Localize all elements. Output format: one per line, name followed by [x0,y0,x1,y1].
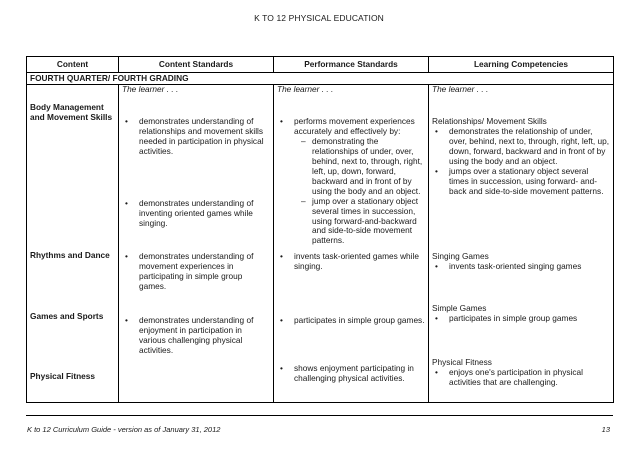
performance-sub-item: – demonstrating the relationships of under, over, behind, next to, through, right, left, up, down, forward, backward and in front of by using the body and an object. [312,137,425,197]
standard-item: • demonstrates understanding of relationships and movement skills needed in participation in physical activities. [139,117,270,157]
table-row [27,99,614,246]
content-fitness: Physical Fitness [27,356,119,403]
competency-item: • jumps over a stationary object several times in succession, using forward- and-back and side-to-side movement patterns. [449,167,610,197]
learner-label: The learner . . . [274,85,429,100]
content-body-management: Body Management and Movement Skills [27,99,119,246]
standard-item: • demonstrates understanding of inventing oriented games while singing. [139,199,270,229]
quarter-label: FOURTH QUARTER/ FOURTH GRADING [27,73,614,85]
column-header: Content [27,57,119,73]
table-row [27,356,614,403]
column-header: Content Standards [119,57,274,73]
competency-heading: Simple Games [432,303,487,314]
table-header-row [27,57,614,73]
table-row [27,298,614,356]
competency-item: • invents task-oriented singing games [449,262,610,272]
competency-item: • participates in simple group games [449,314,610,324]
footer-divider [26,415,613,416]
performance-item: • participates in simple group games. [294,316,425,326]
column-header: Learning Competencies [429,57,614,73]
competency-item: • enjoys one's participation in physical activities that are challenging. [449,368,610,388]
competency-heading: Singing Games [432,251,489,262]
performance-item: • invents task-oriented games while singing. [294,252,425,272]
performance-sub-item: – jump over a stationary object several times in succession, using forward-and-backward and side-to-side movement patterns. [312,197,425,247]
learner-label: The learner . . . [429,85,614,100]
competency-heading: Physical Fitness [432,357,492,368]
table-row [27,246,614,298]
standard-item: • demonstrates understanding of enjoyment in participation in various challenging physical activities. [139,316,270,356]
column-header: Performance Standards [274,57,429,73]
competency-heading: Relationships/ Movement Skills [432,116,547,126]
performance-item: • shows enjoyment participating in challenging physical activities. [294,364,425,384]
learner-row [27,85,614,100]
content-rhythms: Rhythms and Dance [27,246,119,298]
footer-text: K to 12 Curriculum Guide - version as of January 31, 2012 [27,425,221,434]
performance-item: performs movement experiences accurately and effectively by: [294,116,415,136]
learner-label: The learner . . . [119,85,274,100]
content-games: Games and Sports [27,298,119,356]
quarter-row [27,73,614,85]
competency-item: • demonstrates the relationship of under, over, behind, next to, through, right, left, up, down, forward, backward and in front of by using the body and an object. [449,127,610,167]
curriculum-table [26,56,614,403]
standard-item: • demonstrates understanding of movement experiences in participating in simple group games. [139,252,270,292]
page-number: 13 [601,425,610,434]
page-header: K TO 12 PHYSICAL EDUCATION [254,13,384,23]
